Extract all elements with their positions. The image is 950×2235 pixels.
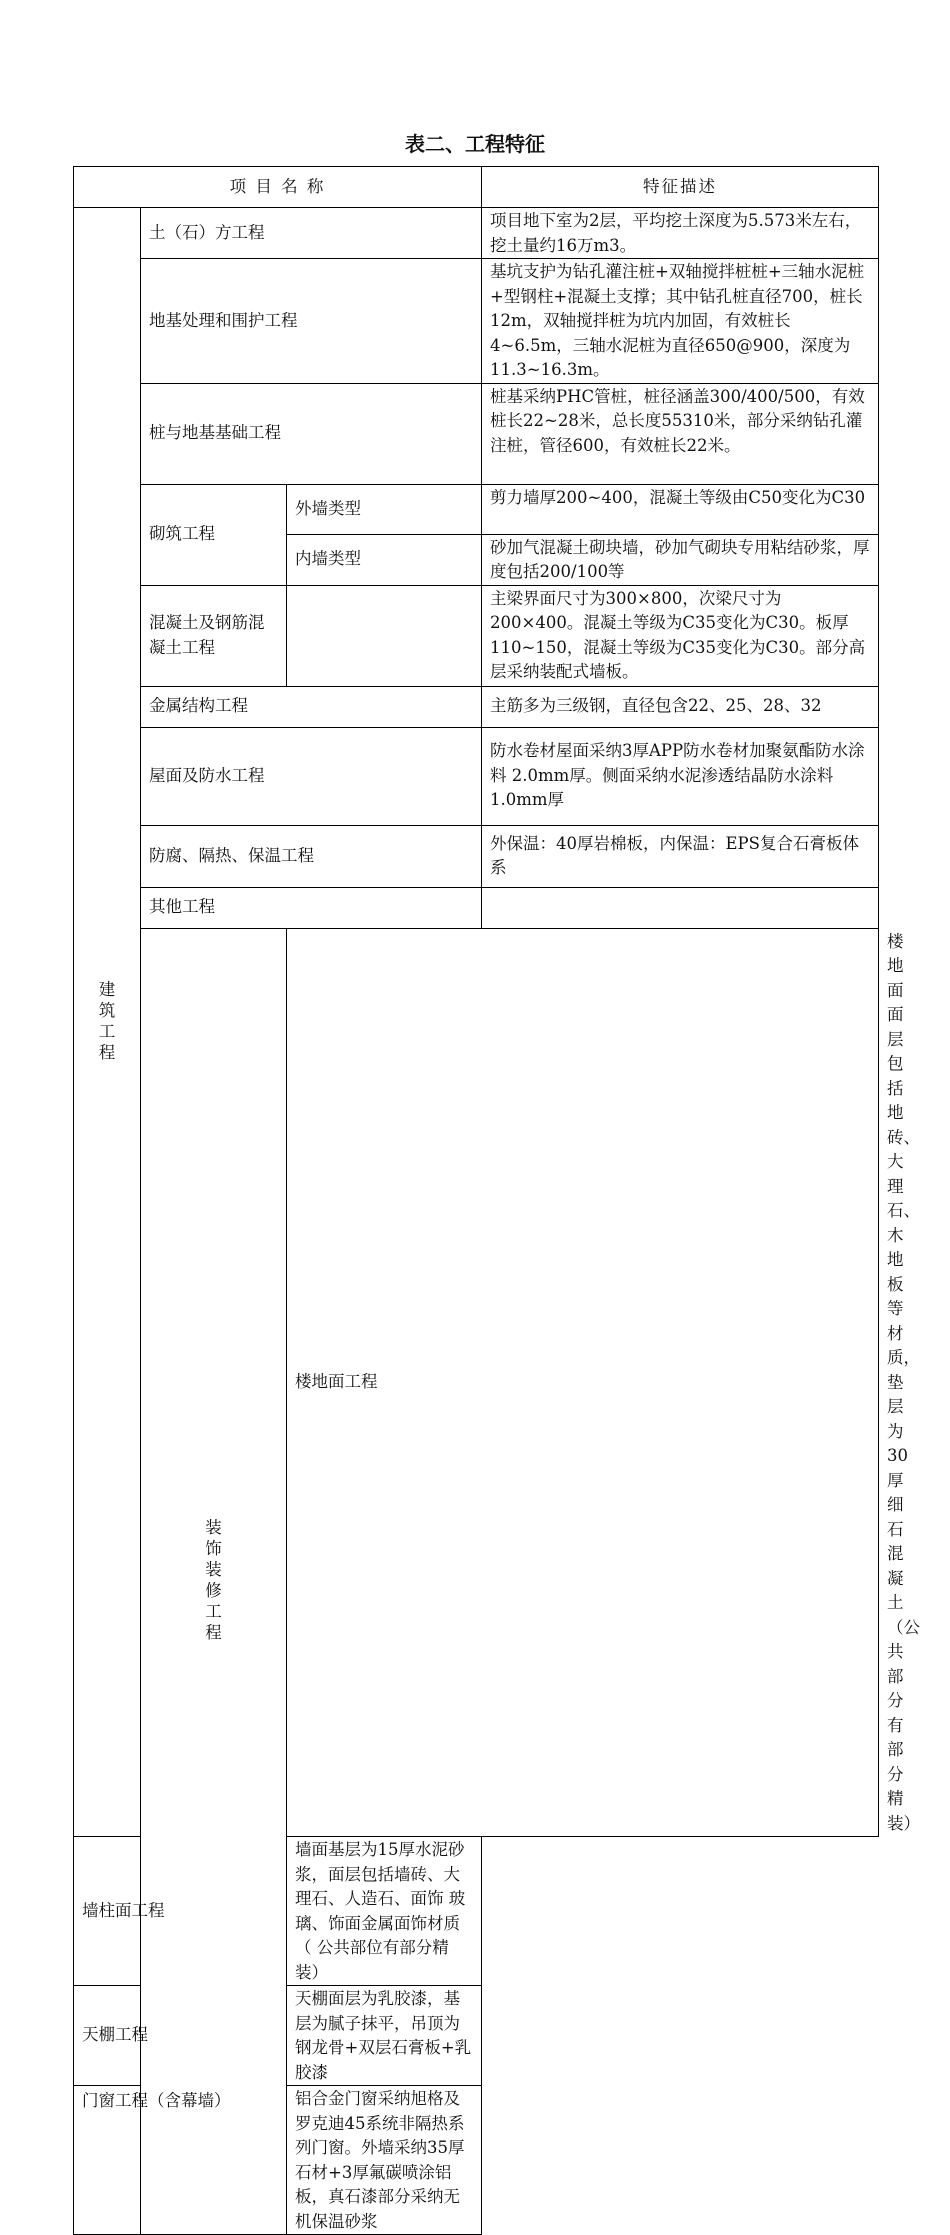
row-desc-metal: 主筋多为三级钢，直径包含22、25、28、32: [482, 686, 879, 727]
table-row: [74, 2086, 879, 2235]
header-feature-desc: 特征描述: [482, 167, 879, 208]
row-desc-roof: 防水卷材屋面采纳3厚APP防水卷材加聚氨酯防水涂料 2.0mm厚。侧面采纳水泥渗透结晶防水涂料1.0mm厚: [482, 727, 879, 825]
table-row: [74, 484, 879, 534]
row-name-doors: 门窗工程（含幕墙）: [74, 2086, 287, 2235]
row-name-masonry: 砌筑工程: [141, 484, 287, 585]
row-sub-outer-wall: 外墙类型: [287, 484, 482, 534]
engineering-features-table: [73, 166, 921, 2235]
row-name-wall: 墙柱面工程: [74, 1837, 287, 1986]
row-desc-wall: 墙面基层为15厚水泥砂浆，面层包括墙砖、大理石、人造石、面饰 玻璃、饰面金属面饰材质（ 公共部位有部分精装）: [287, 1837, 482, 1986]
table-row: [74, 383, 879, 484]
table-row: [74, 727, 879, 825]
row-name-foundation-treatment: 地基处理和围护工程: [141, 259, 482, 384]
table-row: [74, 259, 879, 384]
table-row: [74, 686, 879, 727]
row-name-roof: 屋面及防水工程: [141, 727, 482, 825]
row-name-insulation: 防腐、隔热、保温工程: [141, 825, 482, 887]
row-desc-earthwork: 项目地下室为2层，平均挖土深度为5.573米左右，挖土量约16万m3。: [482, 208, 879, 259]
row-desc-inner-wall: 砂加气混凝土砌块墙，砂加气砌块专用粘结砂浆，厚度包括200/100等: [482, 534, 879, 585]
table-row: [74, 825, 879, 887]
table-row: [74, 585, 879, 686]
row-name-metal: 金属结构工程: [141, 686, 482, 727]
row-desc-ceiling: 天棚面层为乳胶漆，基层为腻子抹平，吊顶为钢龙骨+双层石膏板+乳胶漆: [287, 1986, 482, 2086]
row-desc-doors: 铝合金门窗采纳旭格及罗克迪45系统非隔热系列门窗。外墙采纳35厚石材+3厚氟碳喷涂铝板，真石漆部分采纳无机保温砂浆: [287, 2086, 482, 2235]
row-desc-outer-wall: 剪力墙厚200~400，混凝土等级由C50变化为C30: [482, 484, 879, 534]
table-row: [74, 208, 879, 259]
table-row: 装饰装修工程 楼地面工程 楼地面面层包括地砖、大理石、木地板等材质，垫层为30厚细石混凝土（公共部分有部分精装）: [74, 928, 879, 1837]
row-desc-other: [482, 887, 879, 928]
group-building-label: 建筑工程: [98, 979, 116, 1062]
row-name-other: 其他工程: [141, 887, 482, 928]
row-desc-concrete: 主梁界面尺寸为300×800，次梁尺寸为200×400。混凝土等级为C35变化为C30。板厚110~150，混凝土等级为C35变化为C30。部分高层采纳装配式墙板。: [482, 585, 879, 686]
header-item-name: 项 目 名 称: [74, 167, 482, 208]
row-name-ceiling: 天棚工程: [74, 1986, 287, 2086]
row-desc-pile-foundation: 桩基采纳PHC管桩，桩径涵盖300/400/500，有效桩长22~28米，总长度55310米，部分采纳钻孔灌注桩，管径600，有效桩长22米。: [482, 383, 879, 484]
row-name-earthwork: 土（石）方工程: [141, 208, 482, 259]
table-row: [74, 1986, 879, 2086]
table-row: [74, 1837, 879, 1986]
row-sub-empty: [287, 585, 482, 686]
group-decoration-label: 装饰装修工程: [205, 1518, 222, 1642]
page-title: 表二、工程特征: [405, 132, 545, 156]
row-desc-foundation-treatment: 基坑支护为钻孔灌注桩+双轴搅拌桩桩+三轴水泥桩+型钢柱+混凝土支撑；其中钻孔桩直径700，桩长12m，双轴搅拌桩为坑内加固，有效桩长4~6.5m，三轴水泥桩为直径650@900，深度为11.3~16.3m。: [482, 259, 879, 384]
row-sub-inner-wall: 内墙类型: [287, 534, 482, 585]
group-building: [74, 208, 141, 1837]
table-row: [74, 887, 879, 928]
row-name-floor: 楼地面工程: [287, 928, 879, 1837]
row-desc-insulation: 外保温：40厚岩棉板，内保温：EPS复合石膏板体系: [482, 825, 879, 887]
row-name-concrete: 混凝土及钢筋混凝土工程: [141, 585, 287, 686]
table-header-row: [74, 167, 879, 208]
row-name-pile-foundation: 桩与地基基础工程: [141, 383, 482, 484]
